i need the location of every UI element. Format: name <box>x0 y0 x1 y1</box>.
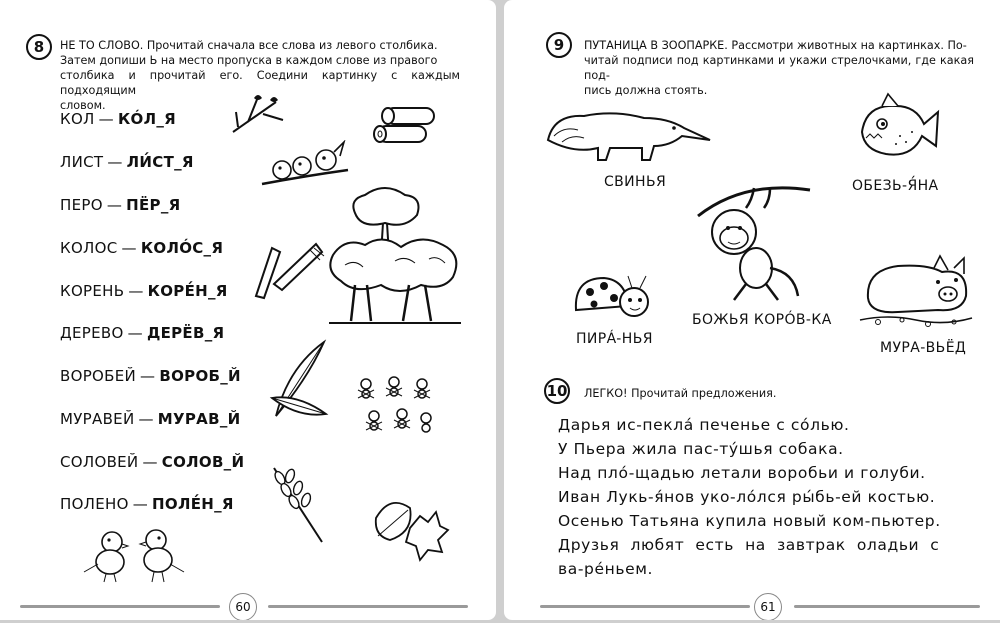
right-page <box>504 0 1000 620</box>
wheat-ear-image <box>262 462 332 546</box>
label-piranha-word: ПИРÁ-НЬЯ <box>576 331 653 347</box>
sentence-6-continued: ва-рéньем. <box>558 560 654 578</box>
dash: — <box>121 239 137 257</box>
monkey-image <box>694 176 814 306</box>
word-right: КÓЛ_Я <box>117 110 176 128</box>
task-9-line2: читай подписи под картинками и укажи стрелочками, где какая под- <box>584 54 974 82</box>
word-row-1 <box>60 110 176 128</box>
label-ladybug-word: БОЖЬЯ КОРÓВ-КА <box>692 312 832 328</box>
word-left: ДЕРЕВО <box>60 324 124 342</box>
ladybug-image <box>570 270 654 322</box>
word-right: ПОЛЕ́Н_Я <box>152 495 234 513</box>
word-row-2 <box>60 153 194 171</box>
task-9-line3: пись должна стоять. <box>584 84 708 97</box>
word-left: КОРЕНЬ <box>60 282 125 300</box>
twigs-image <box>228 92 288 140</box>
task-8-line2: Затем допиши Ь на место пропуска в каждом слове из правого <box>60 54 438 67</box>
sentence-6: Друзья любят есть на завтрак оладьи с <box>558 536 940 554</box>
word-right: КОРЕ́Н_Я <box>147 282 228 300</box>
task-8-line3: столбика и прочитай его. Соедини картинку с каждым подходящим <box>60 69 460 97</box>
word-row-3 <box>60 196 180 214</box>
task-9-instructions <box>584 38 974 98</box>
dash: — <box>106 196 123 214</box>
word-left: ЛИСТ <box>60 153 104 171</box>
footer-line-left <box>540 605 750 608</box>
task-8-title: НЕ ТО СЛОВО. <box>60 39 144 52</box>
dash: — <box>128 282 144 300</box>
word-left: СОЛОВЕЙ <box>60 453 139 471</box>
feathers-image <box>268 338 332 422</box>
word-right: ПЁР_Я <box>126 196 181 214</box>
task-8-number: 8 <box>26 34 52 60</box>
task-8-line4: словом. <box>60 99 106 112</box>
ants-image <box>352 372 436 438</box>
word-left: ПОЛЕНО <box>60 495 129 513</box>
task-8-line1: Прочитай сначала все слова из левого столбика. <box>146 39 438 52</box>
task-10-text: Прочитай предложения. <box>631 387 777 400</box>
word-row-9 <box>60 453 244 471</box>
pig-image <box>858 248 974 328</box>
sentence-3: Над плó-щадью летали воробьи и голуби. <box>558 464 926 482</box>
footer-line-right <box>794 605 980 608</box>
dash: — <box>107 153 123 171</box>
word-right: ЛИ́СТ_Я <box>126 153 194 171</box>
dash: — <box>140 367 156 385</box>
sentence-1: Дарья ис-пеклá печенье с сóлью. <box>558 416 850 434</box>
piranha-image <box>856 92 940 164</box>
footer-line-left <box>20 605 220 608</box>
task-9-number: 9 <box>546 32 572 58</box>
word-left: ВОРОБЕЙ <box>60 367 137 385</box>
word-row-5 <box>60 282 228 300</box>
task-9-line1: Рассмотри животных на картинках. По- <box>731 39 967 52</box>
word-left: МУРАВЕЙ <box>60 410 135 428</box>
word-right: ВОРОБ_Й <box>159 367 241 385</box>
word-row-6 <box>60 324 224 342</box>
trees-image <box>325 185 465 330</box>
word-left: КОЛ <box>60 110 95 128</box>
word-left: ПЕРО <box>60 196 103 214</box>
logs-image <box>372 98 444 154</box>
dash: — <box>127 324 143 342</box>
word-row-7 <box>60 367 241 385</box>
anteater-image <box>544 96 714 166</box>
word-right: ДЕРЁВ_Я <box>146 324 225 342</box>
sentence-2: У Пьера жила пас-тýшья собака. <box>558 440 844 458</box>
sentence-4: Иван Лукь-я́нов уко-лóлся ры́бь-ей костью. <box>558 488 936 506</box>
left-page <box>0 0 496 620</box>
task-10-instructions <box>584 386 964 401</box>
label-anteater-word: МУРА-ВЬЁД <box>880 340 967 356</box>
footer-line-right <box>268 605 468 608</box>
task-10-title: ЛЕГКО! <box>584 387 628 400</box>
dash: — <box>98 110 114 128</box>
word-row-8 <box>60 410 240 428</box>
stakes-image <box>250 240 330 300</box>
leaves-image <box>370 488 450 564</box>
task-10-number: 10 <box>544 378 570 404</box>
label-pig-word: СВИНЬЯ <box>604 174 667 190</box>
label-monkey-word: ОБЕЗЬ-Я́НА <box>852 178 939 194</box>
dash: — <box>132 495 149 513</box>
sentence-5: Осенью Татьяна купила новый ком-пьютер. <box>558 512 941 530</box>
sparrows-image <box>82 524 186 584</box>
task-9-title: ПУТАНИЦА В ЗООПАРКЕ. <box>584 39 728 52</box>
page-number: 60 <box>229 593 257 620</box>
word-row-10 <box>60 495 234 513</box>
dash: — <box>142 453 158 471</box>
page-number: 61 <box>754 593 782 620</box>
dash: — <box>138 410 154 428</box>
word-left: КОЛОС <box>60 239 118 257</box>
word-right: КОЛÓС_Я <box>140 239 224 257</box>
word-right: СОЛОВ_Й <box>161 453 245 471</box>
word-row-4 <box>60 239 223 257</box>
word-right: МУРАВ_Й <box>157 410 241 428</box>
